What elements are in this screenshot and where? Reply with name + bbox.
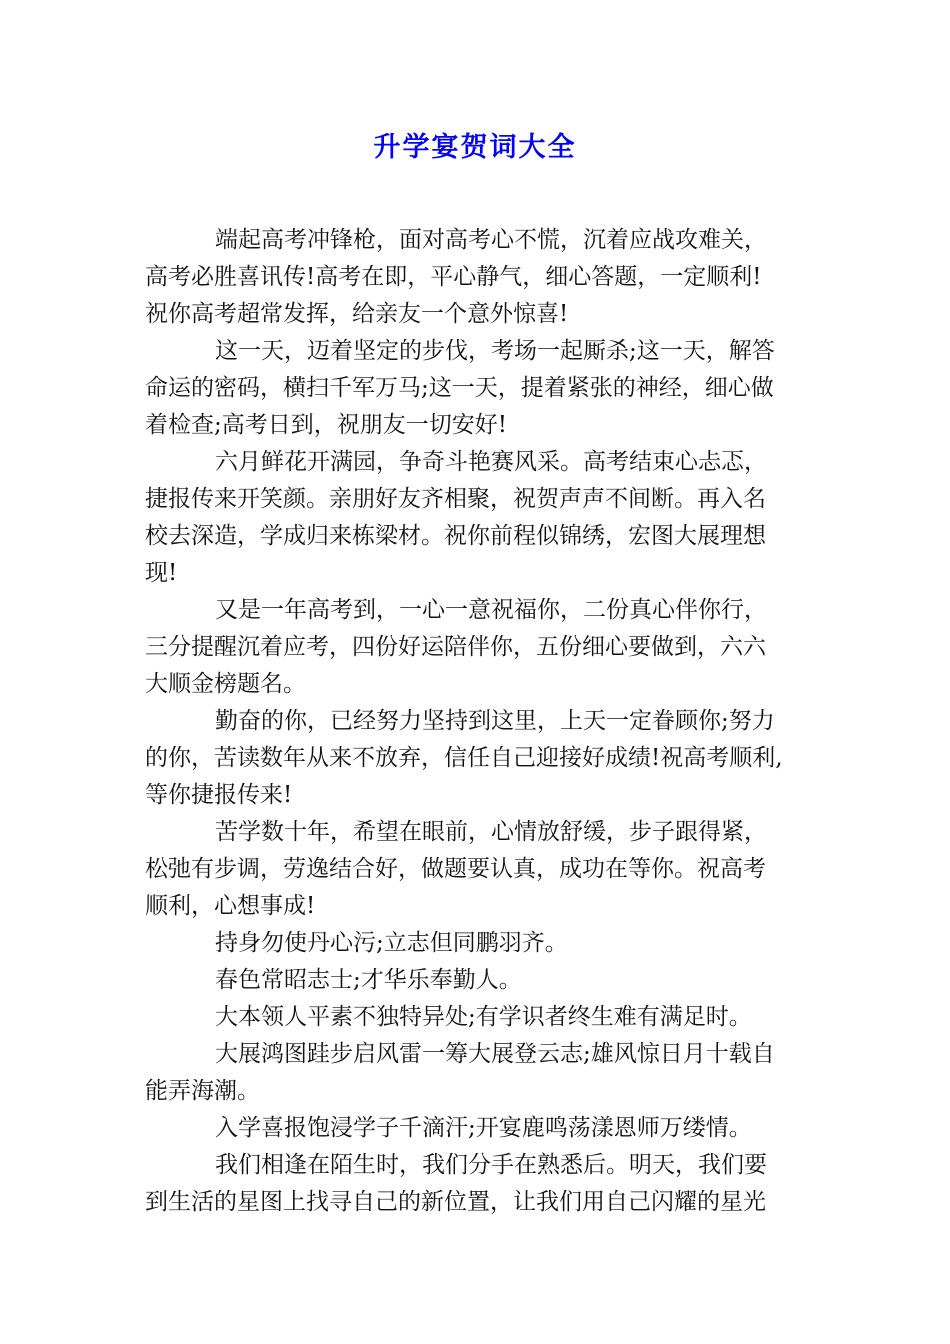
text-line: 我们相逢在陌生时，我们分手在熟悉后。明天，我们要 bbox=[215, 1152, 767, 1178]
text-line: 顺利，心想事成! bbox=[145, 893, 316, 919]
document-body bbox=[145, 222, 821, 1221]
text-line: 祝你高考超常发挥，给亲友一个意外惊喜! bbox=[145, 301, 569, 327]
text-line: 大展鸿图跬步启风雷一筹大展登云志;雄风惊日月十载自 bbox=[215, 1041, 775, 1067]
text-line: 持身勿使丹心污;立志但同鹏羽齐。 bbox=[215, 930, 568, 956]
text-line: 春色常昭志士;才华乐奉勤人。 bbox=[215, 967, 522, 993]
text-line: 现! bbox=[145, 560, 178, 586]
text-line: 这一天，迈着坚定的步伐，考场一起厮杀;这一天，解答 bbox=[215, 338, 775, 364]
text-line: 校去深造，学成归来栋梁材。祝你前程似锦绣，宏图大展理想 bbox=[145, 523, 766, 549]
text-line: 命运的密码，横扫千军万马;这一天，提着紧张的神经，细心做 bbox=[145, 375, 774, 401]
text-line: 勤奋的你，已经努力坚持到这里，上天一定眷顾你;努力 bbox=[215, 708, 775, 734]
text-line: 能弄海潮。 bbox=[145, 1078, 260, 1104]
text-line: 的你，苦读数年从来不放弃，信任自己迎接好成绩!祝高考顺利, bbox=[145, 745, 783, 771]
text-line: 着检查;高考日到，祝朋友一切安好! bbox=[145, 412, 507, 438]
text-line: 苦学数十年，希望在眼前，心情放舒缓，步子跟得紧， bbox=[215, 819, 767, 845]
text-line: 到生活的星图上找寻自己的新位置，让我们用自己闪耀的星光 bbox=[145, 1189, 766, 1215]
text-line: 六月鲜花开满园，争奇斗艳赛风采。高考结束心忐忑， bbox=[215, 449, 767, 475]
document-title: 升学宴贺词大全 bbox=[373, 132, 577, 163]
text-line: 端起高考冲锋枪，面对高考心不慌，沉着应战攻难关， bbox=[215, 227, 767, 253]
text-line: 大本领人平素不独特异处;有学识者终生难有满足时。 bbox=[215, 1004, 752, 1030]
text-line: 高考必胜喜讯传!高考在即，平心静气，细心答题，一定顺利! bbox=[145, 264, 762, 290]
text-line: 又是一年高考到，一心一意祝福你，二份真心伴你行， bbox=[215, 597, 767, 623]
text-line: 松弛有步调，劳逸结合好，做题要认真，成功在等你。祝高考 bbox=[145, 856, 766, 882]
text-line: 等你捷报传来! bbox=[145, 782, 293, 808]
text-line: 入学喜报饱浸学子千滴汗;开宴鹿鸣荡漾恩师万缕情。 bbox=[215, 1115, 752, 1141]
text-line: 捷报传来开笑颜。亲朋好友齐相聚，祝贺声声不间断。再入名 bbox=[145, 486, 766, 512]
text-line: 大顺金榜题名。 bbox=[145, 671, 306, 697]
text-line: 三分提醒沉着应考，四份好运陪伴你，五份细心要做到，六六 bbox=[145, 634, 766, 660]
